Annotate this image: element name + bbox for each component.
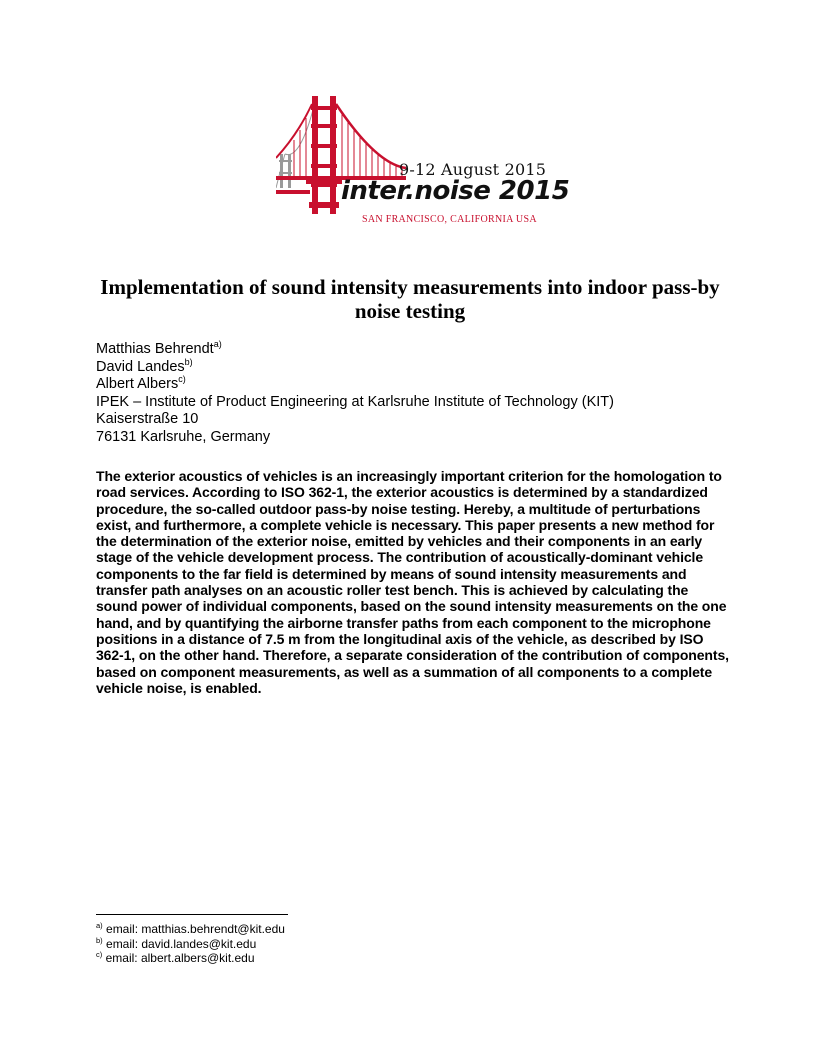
affiliation-street: Kaiserstraße 10 — [96, 411, 199, 427]
footnote-mark: b) — [96, 935, 103, 945]
footnote-divider — [96, 914, 288, 915]
footnote — [96, 937, 396, 952]
affiliation-city: 76131 Karlsruhe, Germany — [96, 428, 271, 445]
conference-logo — [276, 94, 570, 226]
paper-title: Implementation of sound intensity measurements into indoor pass-by noise testing — [100, 275, 720, 323]
abstract: The exterior acoustics of vehicles is an increasingly important criterion for the homologation to road services. According to ISO 362-1, the exterior acoustics is determined by a standardized procedure, the so-called outdoor pass-by noise testing. Hereby, a multitude of perturbations exist, and furthermore, a complete vehicle is necessary. This paper presents a new method for the determination of the exterior noise, emitted by vehicles and their components in an early stage of the vehicle development process. The contribution of acoustically-dominant vehicle components to the far field is determined by means of sound intensity measurements and transfer path analyses on an acoustic roller test bench. This is achieved by calculating the sound power of individual components, based on the sound intensity measurements on the one hand, and by quantifying the airborne transfer paths from each component to the microphone positions in a distance of 7.5 m from the longitudinal axis of the vehicle, as described by ISO 362-1, on the other hand. Therefore, a separate consideration of the contribution of components, based on component measurements, as well as a summation of all components to a complete vehicle noise, is enabled. — [96, 468, 729, 696]
author-block — [96, 341, 736, 446]
author-footnote-mark: b) — [184, 356, 193, 367]
footnote-mark: a) — [96, 921, 103, 930]
footnote-text: email: albert.albers@kit.edu — [105, 951, 255, 965]
footnote-text: email: david.landes@kit.edu — [106, 936, 257, 951]
conference-name: inter.noise 2015 — [341, 176, 570, 206]
author-name: Matthias Behrendt — [96, 341, 214, 357]
author-name: Albert Albers — [96, 376, 179, 392]
author-line — [96, 356, 736, 377]
author-footnote-mark: c) — [178, 374, 186, 384]
author-line — [96, 376, 736, 394]
affiliation-institute: IPEK – Institute of Product Engineering at Karlsruhe Institute of Technology (KIT) — [96, 393, 614, 410]
author-name: David Landes — [96, 358, 185, 375]
author-footnote-mark: a) — [213, 339, 222, 349]
footnote-text: email: matthias.behrendt@kit.edu — [106, 922, 285, 936]
footnote-mark: c) — [96, 950, 103, 959]
footnote — [96, 951, 396, 966]
footnotes — [96, 922, 396, 966]
footnote — [96, 922, 396, 937]
conference-location: SAN FRANCISCO, CALIFORNIA USA — [362, 214, 537, 225]
conference-date: 9-12 August 2015 — [399, 160, 547, 179]
